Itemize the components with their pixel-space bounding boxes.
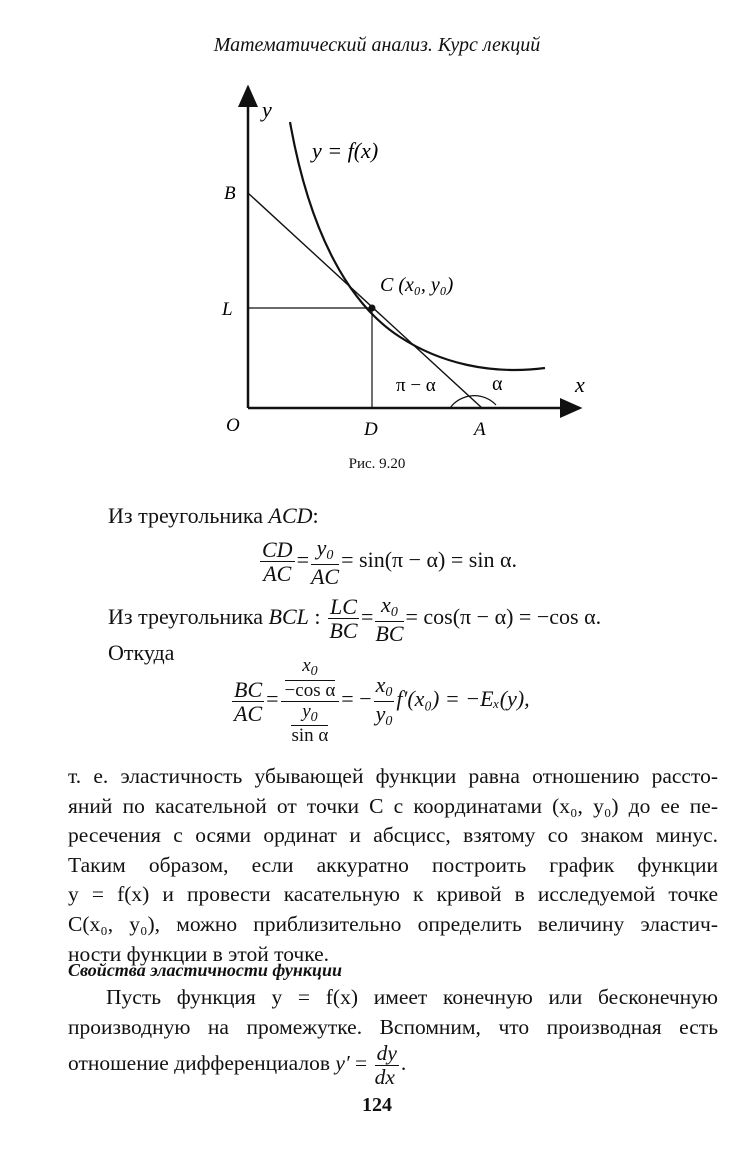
- paragraph-line: отношение дифференциалов y′ = $\frac{dy}{dx}$ .: [68, 1041, 407, 1089]
- paragraph-line: производную на промежутке. Вспомним, что производная есть: [68, 1014, 718, 1039]
- text-from-bcl: Из треугольника BCL : $\frac{LC}{BC}$ = $\frac{x_0}{BC}$ = cos(π − α) = −cos α.: [108, 592, 602, 646]
- label-a: A: [474, 419, 486, 440]
- paragraph-line: y = f(x) и провести касательную к кривой в исследуемой точке: [68, 882, 718, 907]
- paragraph-line: ности функции в этой точке.: [68, 941, 330, 966]
- text-whence: Откуда: [108, 640, 175, 665]
- label-pi-minus-alpha: π − α: [396, 375, 436, 396]
- point-c: [369, 305, 376, 312]
- paragraph-line: Таким образом, если аккуратно построить график функции: [68, 852, 718, 877]
- label-alpha: α: [492, 373, 503, 395]
- label-c: C (x₀, y₀): [380, 274, 454, 296]
- label-curve: y = f(x): [312, 138, 379, 163]
- running-header: Математический анализ. Курс лекций: [213, 34, 541, 56]
- label-o: O: [226, 415, 240, 436]
- angle-arc-alpha: [450, 396, 496, 408]
- paragraph-line: ресечения с осями ординат и абсцисс, взятому со знаком минус.: [68, 823, 718, 848]
- label-x: x: [575, 372, 585, 397]
- page-number: 124: [362, 1094, 392, 1116]
- paragraph-derivative: [68, 983, 718, 1088]
- paragraph-line: Пусть функция y = f(x) имеет конечную или бесконечную: [106, 985, 718, 1009]
- figure-elasticity-tangent: [200, 75, 620, 450]
- label-d: D: [364, 419, 378, 440]
- paragraph-line: C(x₀, y₀), можно приблизительно определить величину эластич-: [68, 911, 718, 936]
- label-b: B: [224, 183, 236, 204]
- section-heading: Свойства эластичности функции: [68, 960, 342, 980]
- text-from-acd: Из треугольника ACD:: [108, 503, 319, 528]
- paragraph-line: т. е. эластичность убывающей функции равна отношению рассто-: [68, 764, 718, 788]
- paragraph-line: яний по касательной от точки C с координатами (x₀, y₀) до ее пе-: [68, 793, 718, 818]
- figure-caption: Рис. 9.20: [348, 456, 406, 472]
- formula-elasticity: $\frac{BC}{AC}$ = $\frac{\frac{x_0}{\text{−cos α}}}{\frac{y_0}{\text{sin α}}}$ = − $\frac{x_0}{y_0}$ f′(x₀) = −Eₓ(y),: [234, 655, 530, 747]
- paragraph-elasticity-meaning: [68, 762, 718, 969]
- label-l: L: [222, 299, 233, 320]
- formula-acd: $\frac{CD}{AC}$ = $\frac{y_0}{AC}$ = sin(π − α) = sin α.: [262, 535, 517, 589]
- label-y: y: [262, 97, 272, 122]
- tangent-line: [248, 193, 482, 408]
